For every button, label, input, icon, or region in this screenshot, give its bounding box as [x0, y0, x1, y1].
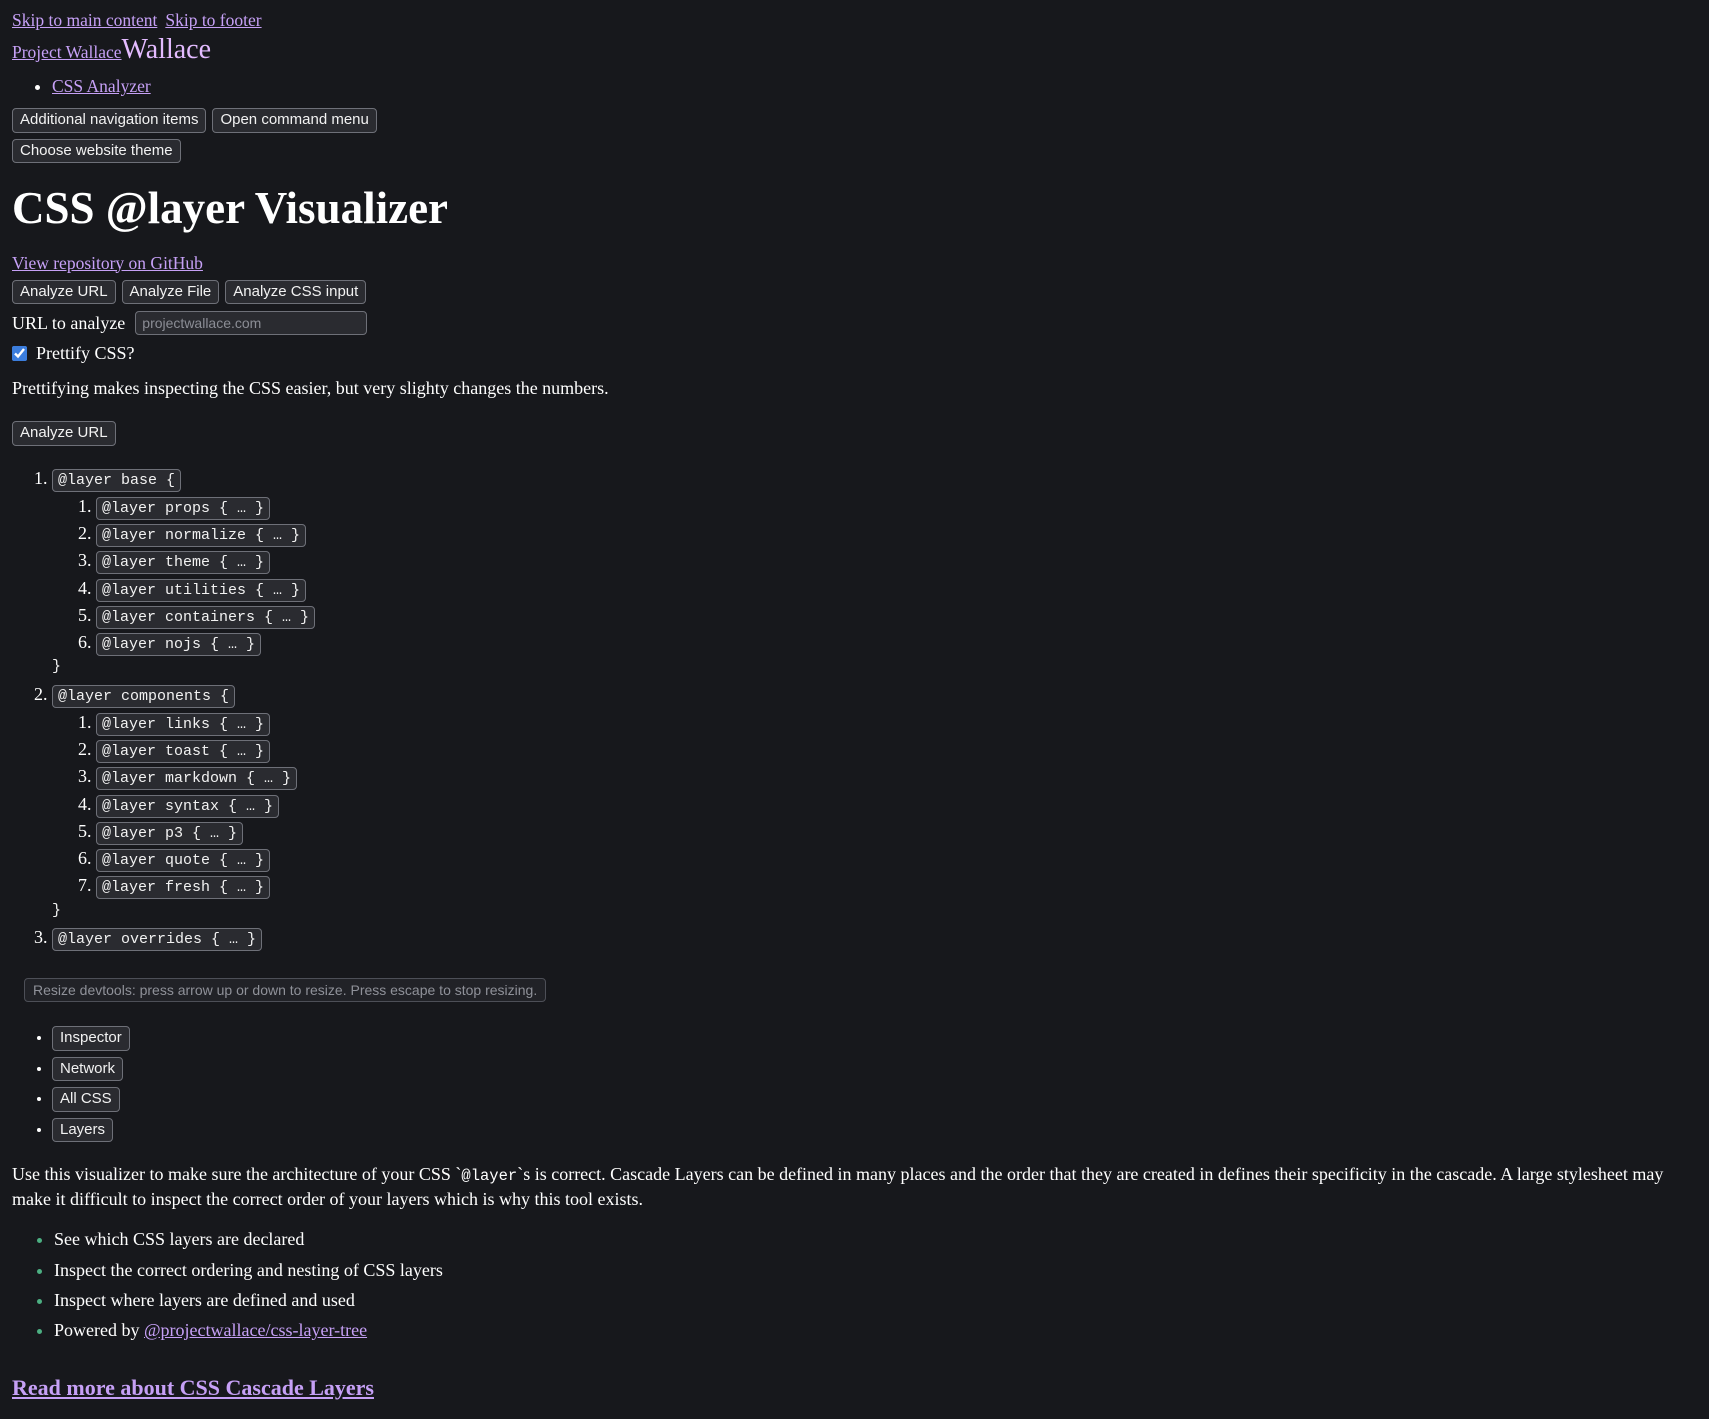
devtools-resize-handle[interactable]: Resize devtools: press arrow up or down to resize. Press escape to stop resizing. [24, 978, 546, 1002]
brand-row [12, 34, 1697, 66]
layer-node-p3[interactable]: @layer p3 { … } [96, 822, 243, 845]
layer-node-fresh[interactable]: @layer fresh { … } [96, 876, 270, 899]
analyzer-tabs [12, 280, 1697, 305]
choose-website-theme-button[interactable]: Choose website theme [12, 139, 181, 164]
about-description-code: @layer [461, 1167, 518, 1186]
layer-tree-item [96, 764, 1697, 789]
layer-node-props[interactable]: @layer props { … } [96, 497, 270, 520]
feature-list [12, 1227, 1697, 1342]
analyze-submit-row [12, 421, 1697, 446]
skip-links [12, 10, 1697, 32]
list-item: • Inspect where layers are defined and used [54, 1288, 1697, 1312]
skip-to-main-content-link[interactable]: Skip to main content [12, 10, 158, 30]
powered-by-label: Powered by [54, 1320, 144, 1341]
layer-node-utilities[interactable]: @layer utilities { … } [96, 579, 306, 602]
about-description-part1: Use this visualizer to make sure the architecture of your CSS ` [12, 1164, 462, 1185]
nav-button-row-1 [12, 108, 1697, 133]
list-item-powered-by [54, 1318, 1697, 1342]
layer-tree [12, 466, 1697, 951]
layer-tree-item [96, 710, 1697, 735]
nav-item-css-analyzer [52, 74, 1697, 99]
layer-node-syntax[interactable]: @layer syntax { … } [96, 795, 279, 818]
layer-tree-item [96, 630, 1697, 655]
layer-tree-item [96, 548, 1697, 573]
prettify-css-label: Prettify CSS? [36, 343, 135, 364]
layer-tree-item [96, 737, 1697, 762]
tab-analyze-css-input[interactable]: Analyze CSS input [225, 280, 366, 305]
layer-tree-item [96, 873, 1697, 898]
tab-all-css[interactable]: All CSS [52, 1087, 120, 1112]
layer-children-components [52, 710, 1697, 899]
layer-tree-item [52, 925, 1697, 950]
layer-tree-item [96, 494, 1697, 519]
layer-node-nojs[interactable]: @layer nojs { … } [96, 633, 261, 656]
view-repository-on-github-link[interactable]: View repository on GitHub [12, 252, 203, 273]
layer-node-markdown[interactable]: @layer markdown { … } [96, 767, 297, 790]
layer-node-normalize[interactable]: @layer normalize { … } [96, 524, 306, 547]
devtools-tab-item [52, 1118, 1697, 1143]
layer-close-brace-base: } [52, 658, 62, 676]
layer-node-components[interactable]: @layer components { [52, 685, 235, 708]
layer-tree-item [96, 576, 1697, 601]
devtools-tab-item [52, 1087, 1697, 1112]
prettify-css-checkbox[interactable] [12, 346, 27, 361]
tab-analyze-file[interactable]: Analyze File [122, 280, 220, 305]
open-command-menu-button[interactable]: Open command menu [212, 108, 376, 133]
layer-tree-item [96, 521, 1697, 546]
analyze-url-submit-button[interactable]: Analyze URL [12, 421, 116, 446]
tab-analyze-url[interactable]: Analyze URL [12, 280, 116, 305]
layer-tree-item [96, 792, 1697, 817]
read-more-cascade-layers-link[interactable]: Read more about CSS Cascade Layers [12, 1374, 374, 1400]
url-input[interactable] [135, 311, 367, 335]
css-layer-tree-link[interactable]: @projectwallace/css-layer-tree [143, 1320, 368, 1341]
devtools-tab-item [52, 1026, 1697, 1051]
list-item: • See which CSS layers are declared [54, 1227, 1697, 1251]
page-title: CSS @layer Visualizer [12, 183, 449, 234]
tab-network[interactable]: Network [52, 1057, 123, 1082]
additional-navigation-items-button[interactable]: Additional navigation items [12, 108, 206, 133]
main-nav-list [12, 74, 1697, 99]
prettify-note: Prettifying makes inspecting the CSS easier, but very slighty changes the numbers. [12, 378, 609, 399]
tab-inspector[interactable]: Inspector [52, 1026, 130, 1051]
url-to-analyze-label: URL to analyze [12, 312, 126, 333]
layer-close-brace-components: } [52, 901, 62, 919]
layer-tree-item [52, 466, 1697, 678]
layer-tree-item [96, 846, 1697, 871]
skip-to-footer-link[interactable]: Skip to footer [165, 10, 262, 30]
tab-layers[interactable]: Layers [52, 1118, 113, 1143]
layer-node-theme[interactable]: @layer theme { … } [96, 551, 270, 574]
layer-node-quote[interactable]: @layer quote { … } [96, 849, 270, 872]
layer-tree-item [96, 603, 1697, 628]
project-wallace-home-link[interactable]: Project Wallace [12, 41, 122, 62]
nav-link-css-analyzer[interactable]: CSS Analyzer [52, 75, 151, 96]
url-input-row [12, 311, 1697, 335]
prettify-css-row [12, 343, 1697, 364]
layer-tree-item [52, 682, 1697, 921]
layer-node-containers[interactable]: @layer containers { … } [96, 606, 315, 629]
layer-node-links[interactable]: @layer links { … } [96, 713, 270, 736]
layer-node-base[interactable]: @layer base { [52, 469, 181, 492]
nav-button-row-2 [12, 139, 1697, 164]
layer-children-base [52, 494, 1697, 656]
layer-tree-item [96, 819, 1697, 844]
layer-node-overrides[interactable]: @layer overrides { … } [52, 928, 262, 951]
devtools-tab-list [12, 1026, 1697, 1142]
list-item: • Inspect the correct ordering and nesting of CSS layers [54, 1258, 1697, 1282]
devtools-tab-item [52, 1057, 1697, 1082]
wallace-wordmark: Wallace [121, 33, 212, 65]
about-description-part2: `s is correct. Cascade Layers can be defined in many places and the order that they are created in defines their specificity in the cascade. A large stylesheet may make it difficult to inspect the correct order of your layers which is why this tool exists. [12, 1164, 1664, 1210]
about-description [12, 1162, 1672, 1211]
layer-node-toast[interactable]: @layer toast { … } [96, 740, 270, 763]
